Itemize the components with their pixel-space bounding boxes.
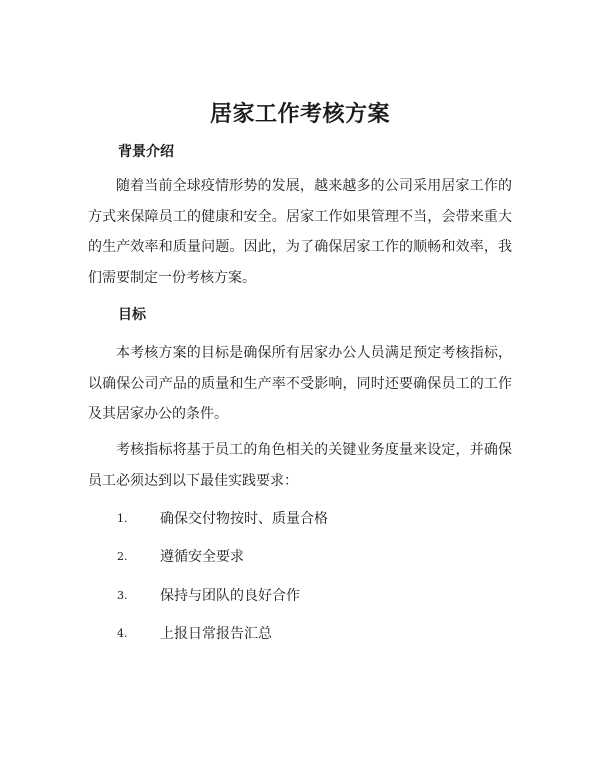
- list-item-text: 上报日常报告汇总: [160, 625, 272, 642]
- list-item: [0, 542, 600, 580]
- section-heading-background: 背景介绍: [118, 144, 174, 160]
- list-item-number: 4.: [117, 626, 128, 640]
- background-paragraph: 随着当前全球疫情形势的发展，越来越多的公司采用居家工作的方式来保障员工的健康和安全。居家工作如果管理不当，会带来重大的生产效率和质量问题。因此，为了确保居家工作的顺畅和效率，我们需要制定一份考核方案。: [88, 178, 512, 286]
- goal-paragraph-2: 考核指标将基于员工的角色相关的关键业务度量来设定，并确保员工必须达到以下最佳实践要求：: [88, 442, 512, 489]
- list-item: [0, 619, 600, 657]
- list-item-text: 确保交付物按时、质量合格: [160, 511, 328, 527]
- list-item: [0, 581, 600, 619]
- list-item-number: 1.: [117, 512, 128, 525]
- requirements-list: [0, 504, 600, 657]
- list-item: [0, 504, 600, 542]
- document-title: 居家工作考核方案: [209, 102, 390, 127]
- list-item-text: 遵循安全要求: [160, 549, 244, 566]
- list-item-number: 3.: [117, 588, 128, 602]
- list-item-number: 2.: [117, 550, 128, 564]
- list-item-text: 保持与团队的良好合作: [160, 587, 300, 604]
- section-heading-goal: 目标: [118, 307, 146, 323]
- goal-paragraph-1: 本考核方案的目标是确保所有居家办公人员满足预定考核指标，以确保公司产品的质量和生产率不受影响，同时还要确保员工的工作及其居家办公的条件。: [88, 345, 512, 422]
